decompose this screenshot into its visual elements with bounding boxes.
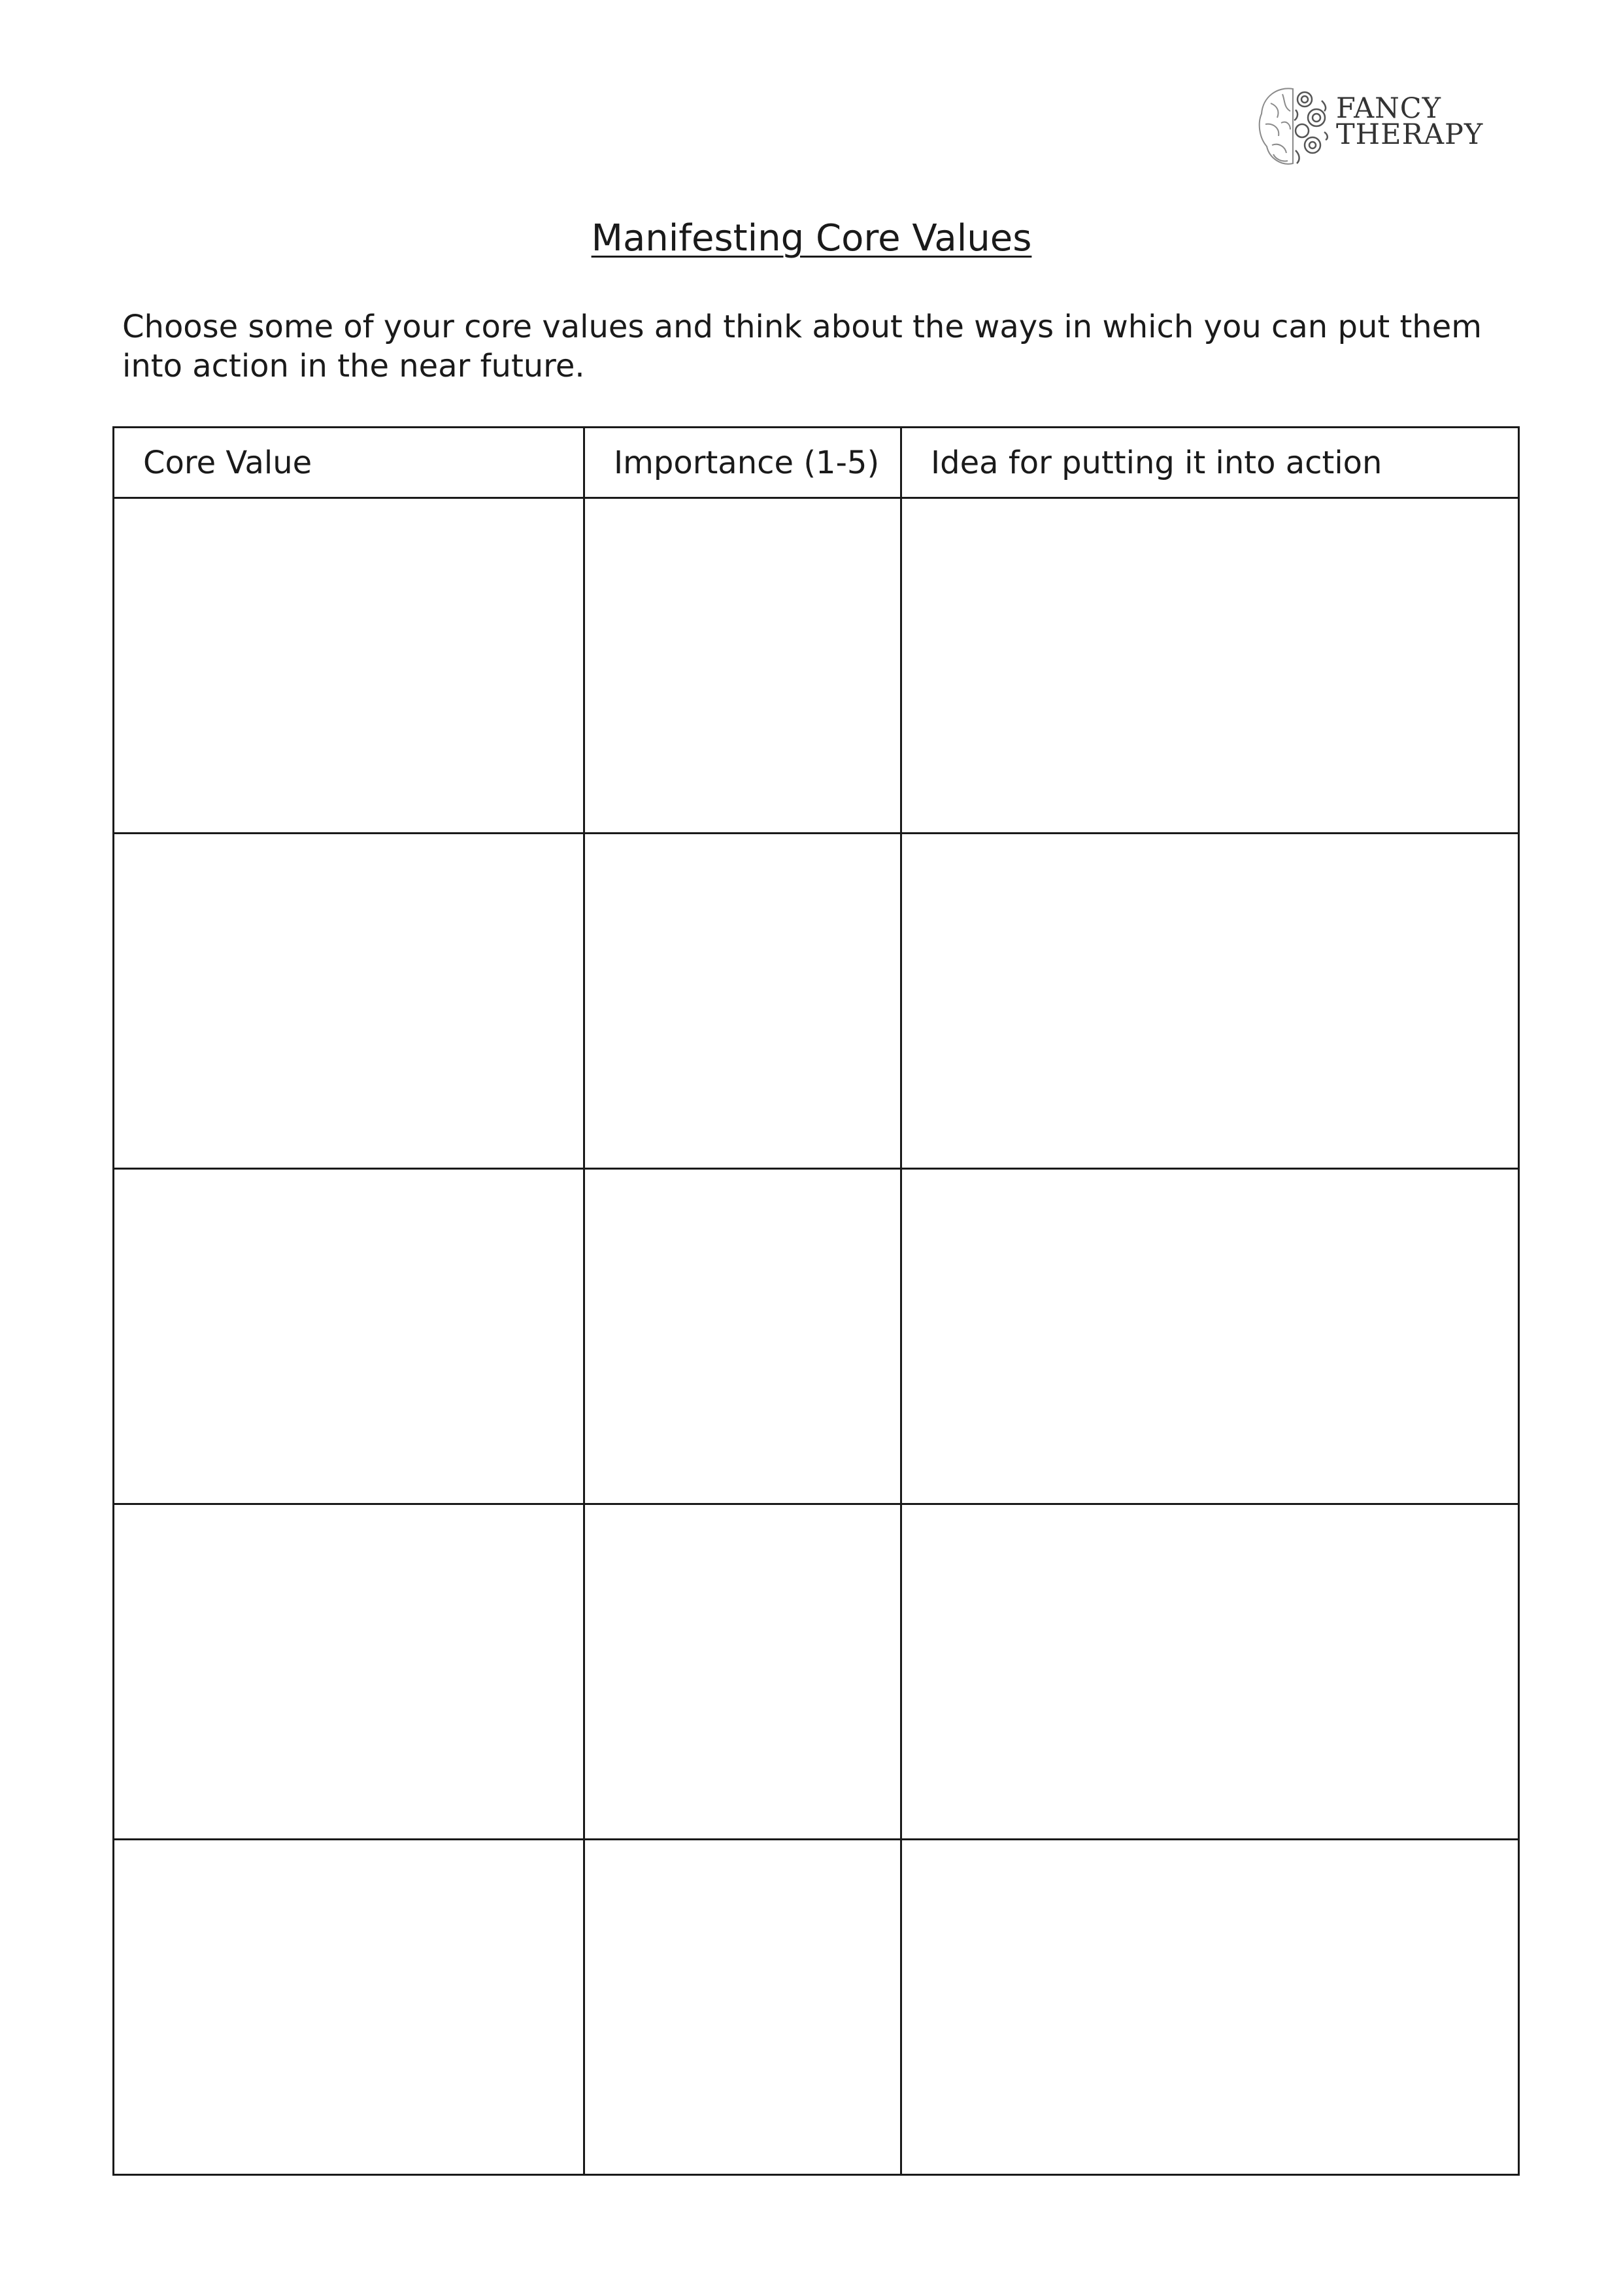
table-row — [114, 834, 1519, 1169]
table-row — [114, 1504, 1519, 1840]
action-idea-cell[interactable] — [901, 498, 1519, 834]
brand-wordmark — [1336, 92, 1484, 151]
core-value-cell[interactable] — [114, 1504, 584, 1840]
table-row — [114, 1840, 1519, 2175]
importance-cell[interactable] — [584, 834, 901, 1169]
table-row — [114, 498, 1519, 834]
header-importance: Importance (1-5) — [584, 428, 901, 498]
importance-cell[interactable] — [584, 498, 901, 834]
core-values-table — [112, 426, 1520, 2176]
action-idea-cell[interactable] — [901, 1169, 1519, 1504]
table-header-row — [114, 428, 1519, 498]
table-row — [114, 1169, 1519, 1504]
action-idea-cell[interactable] — [901, 1840, 1519, 2175]
brain-logo-icon — [1254, 77, 1336, 175]
importance-cell[interactable] — [584, 1840, 901, 2175]
importance-cell[interactable] — [584, 1169, 901, 1504]
action-idea-cell[interactable] — [901, 1504, 1519, 1840]
core-value-cell[interactable] — [114, 498, 584, 834]
page-title: Manifesting Core Values — [591, 217, 1032, 260]
instructions-text: Choose some of your core values and think about the ways in which you can put them into action in the near future. — [122, 309, 1482, 384]
header-core-value: Core Value — [114, 428, 584, 498]
header-action-idea: Idea for putting it into action — [901, 428, 1519, 498]
core-value-cell[interactable] — [114, 1169, 584, 1504]
brand-line-2: THERAPY — [1336, 118, 1484, 151]
core-value-cell[interactable] — [114, 1840, 584, 2175]
core-value-cell[interactable] — [114, 834, 584, 1169]
importance-cell[interactable] — [584, 1504, 901, 1840]
brand-logo — [1254, 77, 1489, 175]
action-idea-cell[interactable] — [901, 834, 1519, 1169]
brand-line-1: FANCY — [1336, 92, 1442, 125]
